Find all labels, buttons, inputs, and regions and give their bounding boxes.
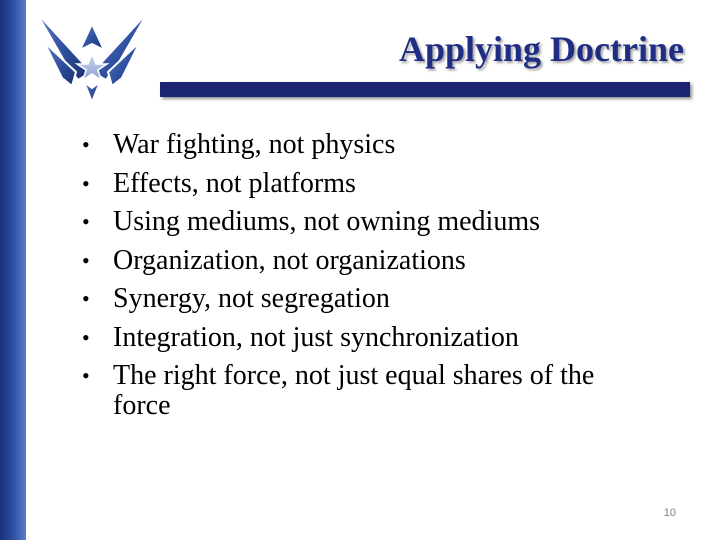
bullet-dot-icon: •	[82, 363, 90, 388]
bullet-text: The right force, not just equal shares of the force	[113, 360, 595, 421]
bullet-list	[82, 126, 642, 421]
bullet-item	[82, 242, 642, 281]
bullet-item	[82, 203, 642, 242]
bullet-dot-icon: •	[82, 247, 90, 273]
bullet-item	[82, 357, 642, 421]
bullet-dot-icon: •	[82, 170, 90, 196]
bullet-text: Effects, not platforms	[113, 167, 356, 199]
bullet-text: Integration, not just synchronization	[113, 321, 519, 353]
title-underline-bar	[160, 82, 690, 97]
bullet-item	[82, 319, 642, 358]
bullet-dot-icon: •	[82, 286, 90, 311]
bullet-item	[82, 165, 642, 204]
page-number: 10	[663, 507, 676, 519]
bullet-text: War fighting, not physics	[113, 129, 396, 160]
bullet-dot-icon: •	[82, 132, 90, 157]
bullet-item	[82, 280, 642, 319]
air-force-wings-logo-icon	[32, 2, 152, 106]
bullet-text: Using mediums, not owning mediums	[113, 206, 540, 237]
bullet-dot-icon: •	[82, 209, 90, 234]
bullet-text: Organization, not organizations	[113, 244, 466, 276]
bullet-text: Synergy, not segregation	[113, 283, 390, 314]
bullet-dot-icon: •	[82, 324, 90, 350]
slide-title: Applying Doctrine	[398, 29, 684, 69]
bullet-item	[82, 126, 642, 165]
left-accent-band	[0, 0, 26, 540]
